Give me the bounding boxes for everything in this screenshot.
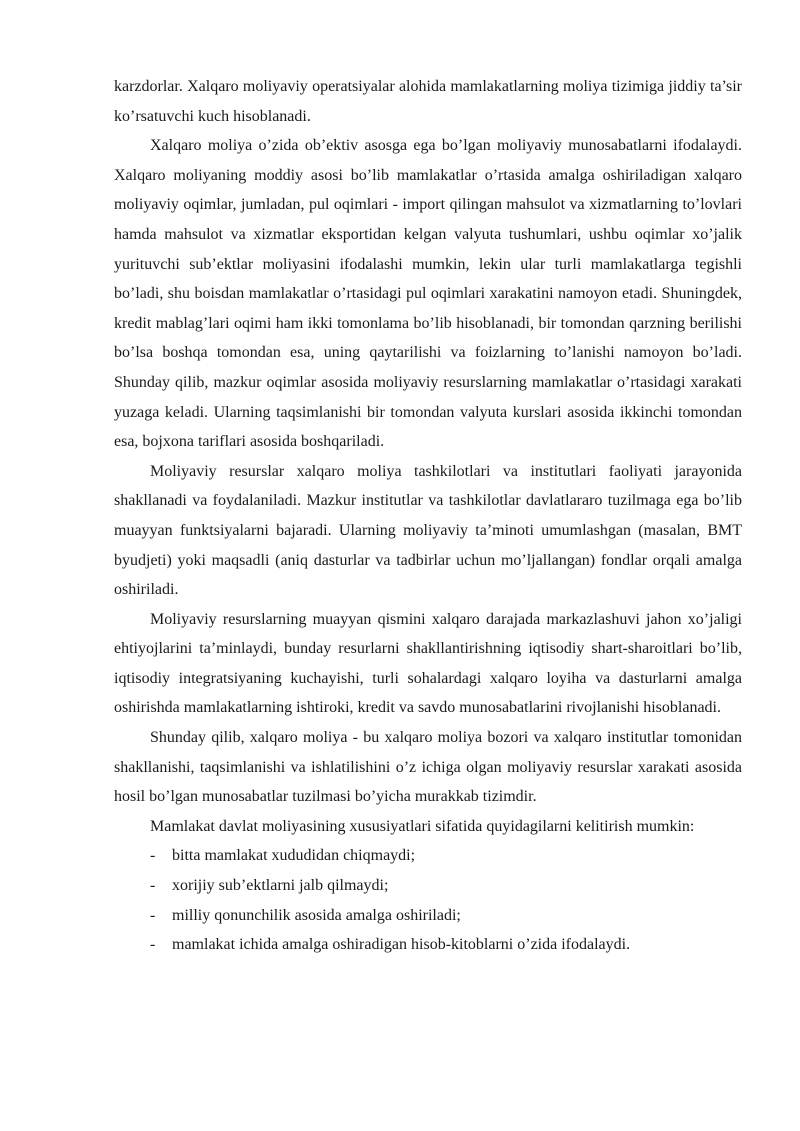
list-item bbox=[150, 930, 742, 960]
list-dash: - bbox=[150, 936, 156, 954]
list-item bbox=[150, 871, 742, 901]
paragraph-financial-resources: Moliyaviy resurslar xalqaro moliya tashkilotlari va institutlari faoliyati jarayonida shakllanadi va foydalaniladi. Mazkur institutlar va tashkilotlar davlatlararo tuzilmaga ega bo’lib muayyan funktsiyalarni bajaradi. Ularning moliyaviy ta’minoti umumlashgan (masalan, BMT byudjeti) yoki maqsadli (aniq dasturlar va tadbirlar uchun mo’ljallangan) fondlar orqali amalga oshiriladi. bbox=[114, 462, 742, 599]
list-item-text: xorijiy sub’ektlarni jalb qilmaydi; bbox=[172, 877, 389, 895]
list-item bbox=[150, 841, 742, 871]
list-item-text: bitta mamlakat xududidan chiqmaydi; bbox=[172, 847, 416, 865]
paragraph-list-intro: Mamlakat davlat moliyasining xususiyatlari sifatida quyidagilarni kelitirish mumkin: bbox=[150, 817, 695, 835]
list-item bbox=[150, 901, 742, 931]
paragraph-conclusion: Shunday qilib, xalqaro moliya - bu xalqaro moliya bozori va xalqaro institutlar tomonidan shakllanishi, taqsimlanishi va ishlatilishini o’z ichiga olgan moliyaviy resurslar xarakati asosida hosil bo’lgan munosabatlar tuzilmasi bo’yicha murakkab tizimdir. bbox=[114, 729, 742, 806]
paragraph-international-finance: Xalqaro moliya o’zida ob’ektiv asosga ega bo’lgan moliyaviy munosabatlarni ifodalaydi. Xalqaro moliyaning moddiy asosi bo’lib mamlakatlar o’rtasida amalga oshiriladigan xalqaro moliyaviy oqimlar, jumladan, pul oqimlari - import qilingan mahsulot va xizmatlarning to’lovlari hamda mahsulot va xizmatlar eksportidan kelgan valyuta tushumlari, ushbu oqimlar xo’jalik yurituvchi sub’ektlar moliyasini ifodalashi mumkin, lekin ular turli mamlakatlarga tegishli bo’ladi, shu boisdan mamlakatlar o’rtasidagi pul oqimlari xarakatini namoyon etadi. Shuningdek, kredit mablag’lari oqimi ham ikki tomonlama bo’lib hisoblanadi, bir tomondan qarzning berilishi bo’lsa boshqa tomondan esa, uning qaytarilishi va foizlarning to’lanishi namoyon bo’ladi. Shunday qilib, mazkur oqimlar asosida moliyaviy resurslarning mamlakatlar o’rtasidagi xarakati yuzaga keladi. Ularning taqsimlanishi bir tomondan valyuta kurslari asosida ikkinchi tomondan esa, bojxona tariflari asosida boshqariladi. bbox=[114, 137, 742, 451]
list-item-text: milliy qonunchilik asosida amalga oshiriladi; bbox=[172, 906, 461, 924]
features-list bbox=[114, 841, 742, 959]
list-item-text: mamlakat ichida amalga oshiradigan hisob-kitoblarni o’zida ifodalaydi. bbox=[172, 936, 631, 954]
paragraph-continuation: karzdorlar. Xalqaro moliyaviy operatsiyalar alohida mamlakatlarning moliya tizimiga jiddiy ta’sir ko’rsatuvchi kuch hisoblanadi. bbox=[114, 78, 742, 125]
document-page bbox=[114, 72, 742, 960]
paragraph-centralization: Moliyaviy resurslarning muayyan qismini xalqaro darajada markazlashuvi jahon xo’jaligi ehtiyojlarini ta’minlaydi, bunday resurlarni shakllantirishning iqtisodiy shart-sharoitlari bo’lib, iqtisodiy integratsiyaning kuchayishi, turli sohalardagi xalqaro loyiha va dasturlarni amalga oshirishda mamlakatlarning ishtiroki, kredit va savdo munosabatlarini rivojlanishi hisoblanadi. bbox=[114, 610, 742, 717]
list-dash: - bbox=[150, 877, 156, 895]
list-dash: - bbox=[150, 906, 156, 924]
list-dash: - bbox=[150, 847, 156, 865]
